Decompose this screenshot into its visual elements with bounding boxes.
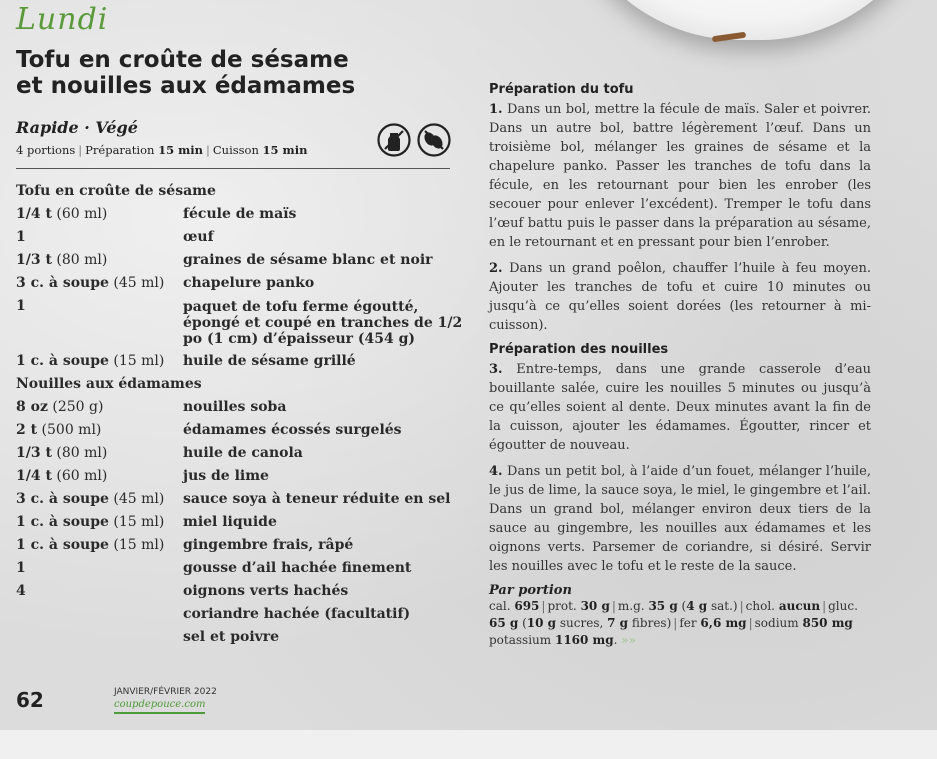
step-1: 1. Dans un bol, mettre la fécule de maïs. Saler et poivrer. Dans un autre bol, battre légèrement l’œuf. Dans un troisième bol, mélanger les graines de sésame et la chapelure panko. Passer les tranches de tofu dans la fécule, en les retournant pour bien les enrober (les secouer pour enlever l’excédent). Tremper le tofu dans l’œuf battu puis le passer dans la préparation au sésame, en le retournant et en pressant pour bien l’enrober. xyxy=(489,102,871,250)
ingredients-list xyxy=(16,180,466,649)
ingredient-row xyxy=(16,249,466,272)
preparation xyxy=(489,82,871,649)
no-nuts-icon xyxy=(416,122,452,158)
ingredient-quantity: 2 t (500 ml) xyxy=(16,422,102,438)
prep-time: 15 min xyxy=(158,143,203,157)
ingredient-row xyxy=(16,295,466,350)
ingredient-row xyxy=(16,488,466,511)
recipe-tags: Rapide · Végé xyxy=(16,118,138,137)
portions: 4 portions xyxy=(16,143,76,157)
ingredient-row xyxy=(16,557,466,580)
ingredient-quantity: 1 xyxy=(16,560,26,576)
ingredient-name: miel liquide xyxy=(183,514,277,530)
no-dairy-icon xyxy=(376,122,412,158)
noodle-ingredients xyxy=(16,396,466,649)
ingredient-row xyxy=(16,603,466,626)
day-label: Lundi xyxy=(16,2,109,37)
step-2: 2. Dans un grand poêlon, chauffer l’huile à feu moyen. Ajouter les tranches de tofu et cuire 10 minutes ou jusqu’à ce qu’elles soient dorées (les retourner à mi-cuisson). xyxy=(489,261,871,333)
ingredient-row xyxy=(16,442,466,465)
ingredient-name: gousse d’ail hachée finement xyxy=(183,560,412,576)
diet-icons xyxy=(376,122,454,158)
ingredient-row xyxy=(16,350,466,373)
noodles-prep-title: Préparation des nouilles xyxy=(489,342,669,357)
tofu-ingredients xyxy=(16,203,466,373)
ingredient-row xyxy=(16,226,466,249)
ingredient-name: jus de lime xyxy=(183,468,269,484)
step-3: 3. Entre-temps, dans une grande casserole d’eau bouillante salée, cuire les nouilles 5 minutes ou jusqu’à ce qu’elles soient al dente. Deux minutes avant la fin de la cuisson, ajouter les édamames. Égoutter, rincer et égoutter de nouveau. xyxy=(489,362,871,453)
cook-label: Cuisson xyxy=(212,143,259,157)
ingredient-name: gingembre frais, râpé xyxy=(183,537,354,553)
ingredient-name: paquet de tofu ferme égoutté, épongé et coupé en tranches de 1/2 po (1 cm) d’épaisseur (454 g) xyxy=(183,299,463,347)
ingredient-name: nouilles soba xyxy=(183,399,287,415)
nutrition-title: Par portion xyxy=(489,583,572,598)
ingredient-name: graines de sésame blanc et noir xyxy=(183,252,433,268)
ingredient-quantity: 4 xyxy=(16,583,26,599)
ingredient-name: édamames écossés surgelés xyxy=(183,422,402,438)
ingredient-name: oignons verts hachés xyxy=(183,583,349,599)
issue-date: JANVIER/FÉVRIER 2022 xyxy=(114,687,217,697)
tofu-prep-title: Préparation du tofu xyxy=(489,82,634,97)
end-mark: »» xyxy=(621,633,636,647)
ingredient-row xyxy=(16,419,466,442)
ingredient-row xyxy=(16,580,466,603)
ingredient-name: chapelure panko xyxy=(183,275,315,291)
recipe-meta: 4 portions | Préparation 15 min | Cuisson 15 min xyxy=(16,143,308,157)
recipe-title xyxy=(16,47,456,99)
ingredient-row xyxy=(16,272,466,295)
ingredient-row xyxy=(16,465,466,488)
ingredient-name: coriandre hachée (facultatif) xyxy=(183,606,411,622)
ingredient-quantity: 1 xyxy=(16,229,26,245)
ingredient-quantity: 3 c. à soupe (45 ml) xyxy=(16,491,165,507)
ingredient-quantity: 8 oz (250 g) xyxy=(16,399,104,415)
ingredient-row xyxy=(16,534,466,557)
bowl-photo xyxy=(560,0,937,40)
ingredient-row xyxy=(16,396,466,419)
ingredient-quantity: 1/4 t (60 ml) xyxy=(16,206,108,222)
ingredient-name: sauce soya à teneur réduite en sel xyxy=(183,491,451,507)
ingredient-row xyxy=(16,626,466,649)
ingredient-quantity: 1 c. à soupe (15 ml) xyxy=(16,537,165,553)
website-link[interactable]: coupdepouce.com xyxy=(114,699,205,714)
ingredient-name: fécule de maïs xyxy=(183,206,297,222)
section-title-tofu: Tofu en croûte de sésame xyxy=(16,183,216,199)
section-title-noodles: Nouilles aux édamames xyxy=(16,376,202,392)
ingredient-name: huile de canola xyxy=(183,445,303,461)
title-line-1: Tofu en croûte de sésame xyxy=(16,47,349,73)
cook-time: 15 min xyxy=(262,143,308,157)
ingredient-quantity xyxy=(16,603,183,626)
title-line-2: et nouilles aux édamames xyxy=(16,73,356,99)
ingredient-quantity xyxy=(16,626,183,649)
ingredient-row xyxy=(16,203,466,226)
ingredient-quantity: 3 c. à soupe (45 ml) xyxy=(16,275,165,291)
divider xyxy=(16,168,450,169)
ingredient-name: œuf xyxy=(183,229,214,245)
page-number: 62 xyxy=(16,688,44,712)
ingredient-name: sel et poivre xyxy=(183,629,280,645)
ingredient-quantity: 1 xyxy=(16,298,26,314)
ingredient-quantity: 1/3 t (80 ml) xyxy=(16,252,108,268)
step-4: 4. Dans un petit bol, à l’aide d’un fouet, mélanger l’huile, le jus de lime, la sauce soya, le miel, le gingembre et l’ail. Dans un grand bol, mélanger environ deux tiers de la sauce au gingembre, les nouilles aux édamames et les oignons verts. Parsemer de coriandre, si désiré. Servir les nouilles avec le tofu et le reste de la sauce. xyxy=(489,464,871,574)
ingredient-quantity: 1/3 t (80 ml) xyxy=(16,445,108,461)
ingredient-quantity: 1/4 t (60 ml) xyxy=(16,468,108,484)
ingredient-name: huile de sésame grillé xyxy=(183,353,356,369)
prep-label: Préparation xyxy=(85,143,155,157)
ingredient-row xyxy=(16,511,466,534)
ingredient-quantity: 1 c. à soupe (15 ml) xyxy=(16,514,165,530)
nutrition-facts: cal. 695 | prot. 30 g | m.g. 35 g (4 g sat.) | chol. aucun | gluc. 65 g (10 g sucres, 7 g fibres) | fer 6,6 mg | sodium 850 mg potassium 1160 mg. »» xyxy=(489,599,858,647)
ingredient-quantity: 1 c. à soupe (15 ml) xyxy=(16,353,165,369)
